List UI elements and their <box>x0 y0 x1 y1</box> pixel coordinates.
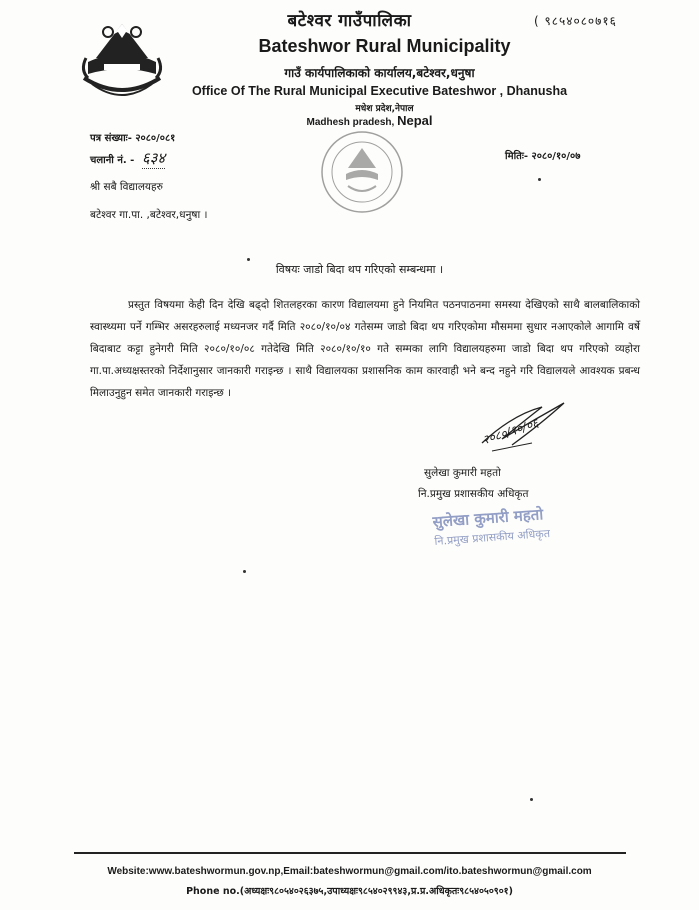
province-name: Madhesh pradesh, <box>306 117 395 128</box>
header-phone: ( ९८५४०८०७१६ <box>534 14 617 28</box>
footer-website-email: Website:www.bateshwormun.gov.np,Email:bateshwormun@gmail.com/ito.bateshwormun@gmail.com <box>107 866 592 877</box>
signer-name: सुलेखा कुमारी महतो <box>424 467 501 479</box>
title-stamp: नि.प्रमुख प्रशासकीय अधिकृत <box>434 526 551 548</box>
handwritten-sign-date: २०८०/१०/०६ <box>480 415 541 448</box>
letter-body-text: प्रस्तुत विषयमा केही दिन देखि बढ्दो शितलहरका कारण विद्यालयमा हुने नियमित पठनपाठनमा समस्या देखिएको साथै बालबालिकाको स्वास्थ्यमा पर्ने गम्भिर असरहरुलाई मध्यनजर गर्दै मिति २०८०/१०/०४ गतेसम्म जाडो बिदा थप गरिएकोमा मौसममा सुधार नआएकोले आगामि वर्षे बिदाबाट कट्टा हुनेगरी मिति २०८०/१०/०८ गतेदेखि मिति २०८०/१०/१० गते सम्मका लागि विद्यालयहरुमा जाडो बिदा थप गरिएको व्यहोरा गा.पा.अध्यक्षस्तरको निर्देशानुसार जानकारी गराइन्छ । साथै विद्यालयका प्रशासनिक काम कारवाही भने बन्द नहुने गरि विद्यालयले आवश्यक प्रबन्ध मिलाउनुहुन समेत जानकारी गराइन्छ । <box>90 299 640 399</box>
municipality-name-english: Bateshwor Rural Municipality <box>258 36 511 56</box>
paper-speck <box>530 798 533 801</box>
letter-subject: विषयः जाडो बिदा थप गरिएको सम्बन्धमा । <box>275 263 444 276</box>
footer-divider <box>74 852 626 854</box>
dispatch-label: चलानी नं. - <box>90 155 135 166</box>
office-name-nepali: गाउँ कार्यपालिकाको कार्यालय,बटेश्वर,धनुषा <box>284 66 475 80</box>
name-stamp: सुलेखा कुमारी महतो <box>432 505 544 531</box>
office-seal-icon <box>312 126 412 218</box>
municipality-name-nepali: बटेश्वर गाउँपालिका <box>287 11 412 31</box>
paper-speck <box>247 258 250 261</box>
paper-speck <box>243 570 246 573</box>
dispatch-number <box>90 148 165 169</box>
addressee-line-1: श्री सबै विद्यालयहरु <box>90 181 163 193</box>
office-name-english: Office Of The Rural Municipal Executive Bateshwor , Dhanusha <box>191 84 568 98</box>
footer-phone-numbers: Phone no.(अध्यक्षः९८०५४०२६३७५,उपाध्यक्षः९८५४०२९९४३,प्र.प्र.अधिकृतः९८५४०५०९०१) <box>186 886 513 897</box>
addressee-line-2: बटेश्वर गा.पा. ,बटेश्वर,धनुषा । <box>90 209 208 221</box>
signer-title: नि.प्रमुख प्रशासकीय अधिकृत <box>418 488 529 500</box>
letter-number: पत्र संख्याः- २०८०/०८१ <box>90 133 176 144</box>
paper-speck <box>538 178 541 181</box>
province-nepali: मधेश प्रदेश,नेपाल <box>355 104 414 114</box>
country-name: Nepal <box>397 113 433 128</box>
letter-body <box>90 294 640 404</box>
letter-date: मितिः- २०८०/१०/०७ <box>505 151 581 162</box>
dispatch-value: ६३४ <box>141 149 166 167</box>
